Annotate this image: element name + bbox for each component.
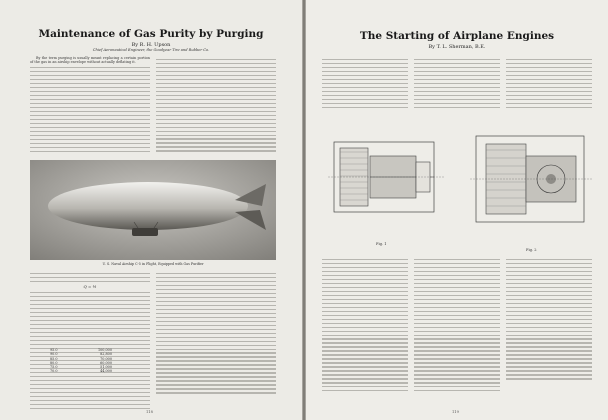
right-column-1-top (322, 56, 408, 118)
right-column-2-top (414, 56, 500, 118)
left-intro-text: By the term purging is usually meant replacing a certain portion of the gas in an airship envelope without actually deflating it. (30, 56, 150, 65)
table-cell-volume: 51,000 (100, 365, 112, 370)
table-row (50, 369, 112, 373)
table-cell-purity: 70.0 (50, 369, 58, 374)
left-article-title: Maintenance of Gas Purity by Purging (38, 28, 264, 40)
right-column-1-bottom (322, 256, 408, 406)
table-cell-volume: 70,000 (100, 356, 112, 361)
table-cell-purity: 85.0 (50, 356, 58, 361)
right-article-title: The Starting of Airplane Engines (359, 30, 555, 42)
right-page-number: 119 (452, 410, 459, 414)
equation-1: Q = ½ (83, 283, 97, 289)
left-page-number: 118 (146, 410, 153, 414)
purity-table (50, 348, 112, 374)
engine-starter-figure-1 (326, 132, 446, 242)
right-byline: By T. L. Sherman, B.E. (428, 44, 486, 50)
right-column-2-bottom (414, 256, 500, 406)
right-page (306, 0, 608, 420)
table-cell-purity: 95.0 (50, 348, 58, 352)
table-cell-volume: 82,800 (100, 352, 112, 357)
left-column-1-top (30, 56, 150, 160)
table-cell-volume: 100,000 (97, 348, 112, 352)
figure-2-label: Fig. 2 (526, 248, 537, 252)
figure-1-label: Fig. 1 (376, 242, 387, 246)
right-column-3-top (506, 56, 592, 118)
table-cell-volume: 60,000 (100, 360, 112, 365)
table-cell-purity: 80.0 (50, 360, 58, 365)
airship-photo (30, 160, 276, 260)
airship-caption: U. S. Naval Airship C-5 in Flight, Equipped with Gas Purifier (102, 262, 204, 266)
left-column-2-top (156, 56, 276, 160)
right-column-3-bottom (506, 256, 592, 406)
left-page (0, 0, 302, 420)
table-cell-purity: 90.0 (50, 352, 58, 357)
left-column-1-bottom (30, 270, 150, 410)
airship-illustration (30, 160, 276, 260)
left-affiliation: Chief Aeronautical Engineer, the Goodyear Tire and Rubber Co. (92, 48, 210, 52)
left-column-2-bottom (156, 270, 276, 410)
engine-starter-figure-2 (466, 128, 596, 246)
table-cell-volume: 44,000 (100, 369, 112, 374)
left-byline: By R. H. Upson (131, 42, 171, 48)
table-cell-purity: 75.0 (50, 365, 58, 370)
